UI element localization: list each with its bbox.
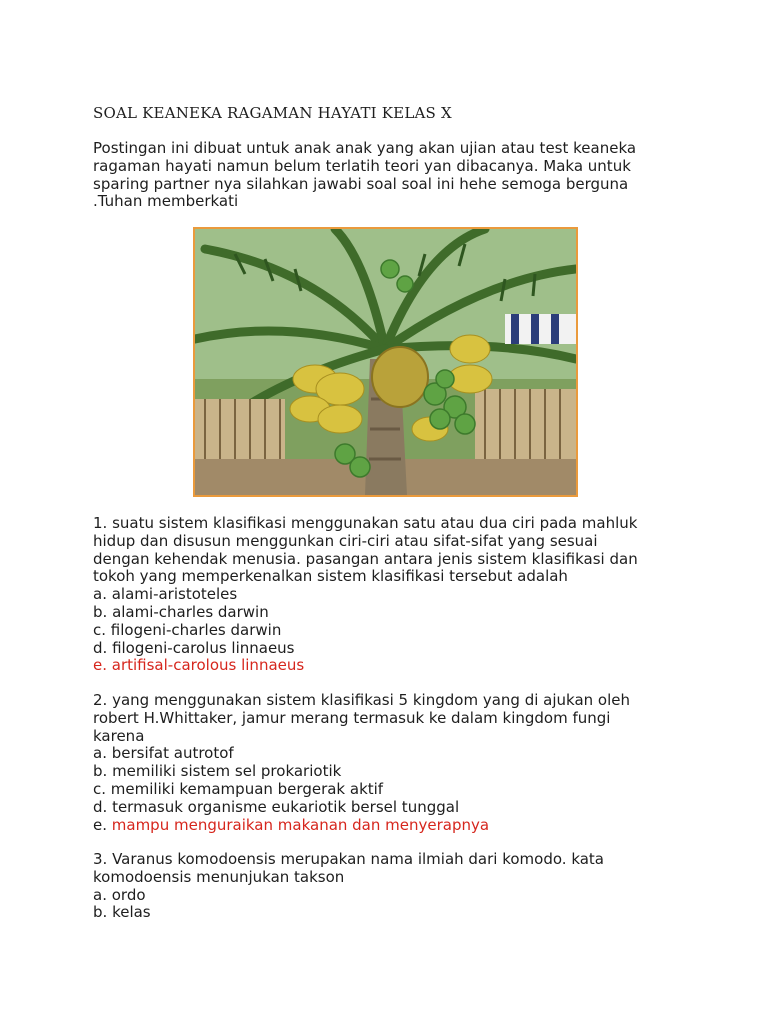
option-text: artifisal-carolous linnaeus: [111, 656, 305, 675]
option-text: kelas: [112, 903, 151, 922]
question-line: karena: [93, 726, 145, 745]
option-b: [93, 604, 638, 622]
option-e: [93, 817, 630, 835]
photo-illustration: [195, 229, 576, 495]
intro-line: .Tuhan memberkati: [93, 192, 239, 211]
option-prefix: b.: [93, 762, 113, 781]
option-text: memiliki kemampuan bergerak aktif: [110, 779, 384, 798]
option-a: [93, 745, 630, 763]
option-prefix: b.: [93, 602, 113, 621]
option-prefix: d.: [93, 638, 113, 657]
option-prefix: a.: [93, 885, 112, 904]
option-c: [93, 781, 630, 799]
question-line: 3. Varanus komodoensis merupakan nama ilmiah dari komodo. kata: [93, 850, 605, 868]
option-b: [93, 904, 604, 922]
intro-line: ragaman hayati namun belum terlatih teori yan dibacanya. Maka untuk: [93, 156, 631, 175]
option-prefix: c.: [93, 620, 111, 639]
option-c: [93, 622, 638, 640]
question-1: [93, 515, 638, 675]
option-text-answer: mampu menguraikan makanan dan menyerapnya: [111, 815, 490, 834]
option-a: [93, 887, 604, 905]
option-prefix: e.: [93, 815, 112, 834]
option-e-answer: [93, 657, 638, 675]
option-text: memiliki sistem sel prokariotik: [112, 762, 342, 781]
question-line: dengan kehendak menusia. pasangan antara jenis sistem klasifikasi dan: [93, 549, 638, 568]
question-line: robert H.Whittaker, jamur merang termasuk ke dalam kingdom fungi: [93, 708, 611, 727]
option-prefix: a.: [93, 585, 112, 604]
question-line: 2. yang menggunakan sistem klasifikasi 5 kingdom yang di ajukan oleh: [93, 691, 630, 709]
intro-line: sparing partner nya silahkan jawabi soal soal ini hehe semoga berguna: [93, 174, 629, 193]
option-text: filogeni-carolus linnaeus: [112, 638, 295, 657]
question-line: tokoh yang memperkenalkan sistem klasifikasi tersebut adalah: [93, 567, 568, 586]
option-prefix: a.: [93, 744, 112, 763]
option-text: alami-charles darwin: [112, 602, 269, 621]
intro-line: Postingan ini dibuat untuk anak anak yang akan ujian atau test keaneka: [93, 139, 637, 157]
option-d: [93, 640, 638, 658]
option-prefix: e.: [93, 656, 112, 675]
option-text: filogeni-charles darwin: [110, 620, 282, 639]
option-text: termasuk organisme eukariotik bersel tunggal: [112, 797, 460, 816]
option-a: [93, 586, 638, 604]
option-text: alami-aristoteles: [111, 585, 238, 604]
option-prefix: c.: [93, 779, 111, 798]
question-2: [93, 692, 630, 834]
intro-paragraph: [93, 140, 636, 211]
question-line: hidup dan disusun menggunkan ciri-ciri atau sifat-sifat yang sesuai: [93, 531, 598, 550]
question-line: komodoensis menunjukan takson: [93, 867, 345, 886]
question-line: 1. suatu sistem klasifikasi menggunakan satu atau dua ciri pada mahluk: [93, 514, 638, 532]
tree-grafted-fruits-photo: [193, 227, 578, 497]
option-b: [93, 763, 630, 781]
document-title: SOAL KEANEKA RAGAMAN HAYATI KELAS X: [93, 104, 452, 122]
option-text: ordo: [111, 885, 146, 904]
option-text: bersifat autrotof: [111, 744, 234, 763]
option-prefix: b.: [93, 903, 113, 922]
question-3: [93, 851, 604, 922]
option-prefix: d.: [93, 797, 113, 816]
option-d: [93, 799, 630, 817]
